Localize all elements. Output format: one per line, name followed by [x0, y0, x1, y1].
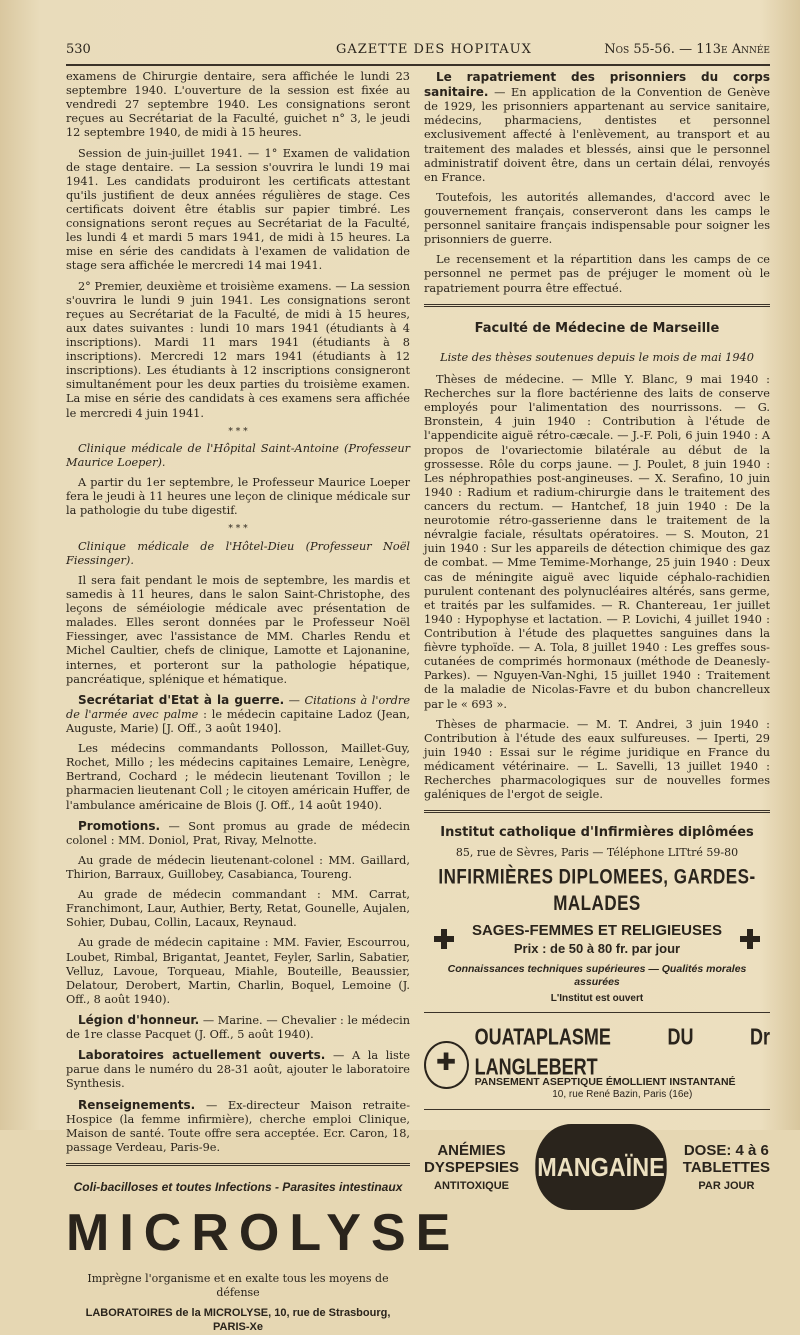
promotions-capitaine: Au grade de médecin capitaine : MM. Favier, Escourrou, Loubet, Rimbal, Brigantat, Jeantet, Feyler, Sarlin, Sabatier, Velluz, Lavoue, Torqueau, Miahle, Bouteille, Beaussier, Delatour, Derobert, Martin, Charlin, Boquel, Lemoine (J. Off., 8 août 1940).	[66, 936, 410, 1006]
mangaine-antitoxic: ANTITOXIQUE	[434, 1180, 510, 1193]
legion-paragraph	[66, 1013, 410, 1042]
issue-number: Nos 55-56. — 113e Année	[604, 42, 770, 57]
institute-address: 85, rue de Sèvres, Paris — Téléphone LITtré 59-80	[455, 845, 739, 859]
ad-separator	[66, 1163, 410, 1166]
microlyse-tagline: Coli-bacilloses et toutes Infections - Parasites intestinaux	[73, 1179, 403, 1194]
war-citation-text: : le médecin capitaine Ladoz (Jean, Auguste, Marie) [J. Off., 3 août 1940].	[66, 707, 411, 735]
mangaine-anemia: ANÉMIES	[437, 1141, 506, 1159]
mangaine-indications	[424, 1142, 519, 1193]
faculty-subtitle: Liste des thèses soutenues depuis le mois de mai 1940	[440, 350, 754, 364]
institute-price: Prix : de 50 à 80 fr. par jour	[513, 940, 681, 956]
separator-stars: * * *	[228, 426, 248, 437]
cross-badge-icon	[424, 1041, 469, 1089]
ouataplasme-name: OUATAPLASME DU Dr LANGLEBERT	[474, 1023, 770, 1079]
ouataplasme-desc: PANSEMENT ASEPTIQUE ÉMOLLIENT INSTANTANÉ	[474, 1075, 736, 1088]
ouataplasme-text	[474, 1023, 770, 1102]
clinic-1-text: A partir du 1er septembre, le Professeur Maurice Loeper fera le jeudi à 11 heures une leçon de clinique médicale sur la pathologie du tube digestif.	[66, 476, 410, 518]
repatriation-title: Le rapatriement des prisonniers du corps sanitaire.	[424, 70, 770, 100]
microlyse-ad	[66, 1179, 461, 1335]
clinic-1-title: Clinique médicale de l'Hôpital Saint-Antoine (Professeur Maurice Loeper).	[66, 441, 410, 469]
labs-title: Laboratoires actuellement ouverts.	[78, 1048, 326, 1063]
war-citation-label: Citations à l'ordre de l'armée avec palme	[66, 693, 411, 721]
header-rule	[66, 64, 770, 66]
institute-title: Institut catholique d'Infirmières diplômées	[440, 825, 754, 841]
info-text: — Ex-directeur Maison retraite-Hospice (la femme infirmière), cherche emploi Clinique, Maison de santé. Toute offre sera acceptée. Ecr. Caron, 18, passage Verdeau, Paris-9e.	[66, 1098, 411, 1154]
institute-row	[424, 922, 770, 957]
info-title: Renseignements.	[78, 1097, 196, 1112]
info-paragraph	[66, 1098, 410, 1155]
cross-icon	[434, 929, 454, 949]
promotions-paragraph	[66, 819, 410, 848]
promotions-lt-colonel: Au grade de médecin lieutenant-colonel : MM. Gaillard, Thirion, Barraux, Guillobey, Casabianca, Toureng.	[66, 853, 410, 881]
war-citation-list: Les médecins commandants Pollosson, Maillet-Guy, Rochet, Millo ; les médecins capitaines Lemaire, Lenègre, Bertrand, Cochard ; le médecin lieutenant Tovillon ; le pharmacien lieutenant Coll ; le citoyen américain Huffer, de l'ambulance américaine de Blois (J. Off., 14 août 1940).	[66, 742, 410, 812]
clinic-2-text: Il sera fait pendant le mois de septembre, les mardis et samedis à 11 heures, dans le salon Saint-Christophe, des leçons de séméiologie médicale avec présentation de malades. Elles seront données par le Professeur Noël Fiessinger, avec l'assistance de MM. Charles Rendu et Michel Caultier, chefs de clinique, Lamotte et Lajonanine, internes, et porteront sur la pathologie hépatique, pancréatique, splénique et hématique.	[66, 573, 410, 686]
labs-text: — A la liste parue dans le numéro du 28-31 août, ajouter le laboratoire Synthesis.	[66, 1049, 411, 1091]
war-secretariat-title: Secrétariat d'Etat à la guerre.	[78, 692, 285, 707]
nurses-institute-ad	[424, 825, 770, 1005]
ouataplasme-ad	[424, 1023, 770, 1102]
section-separator	[424, 304, 770, 307]
separator-stars-2: * * *	[228, 524, 248, 535]
institute-services: INFIRMIÈRES DIPLOMEES, GARDES-MALADES	[438, 865, 756, 916]
repatriation-text-2: Toutefois, les autorités allemandes, d'accord avec le gouvernement français, conserveront dans les camps le personnel sanitaire français indispensable pour soigner les prisonniers de guerre.	[424, 190, 770, 247]
mangaine-dose-value: DOSE: 4 à 6	[683, 1141, 769, 1159]
cross-icon	[740, 929, 760, 949]
mangaine-per-day: PAR JOUR	[698, 1180, 755, 1193]
faculty-title: Faculté de Médecine de Marseille	[474, 320, 720, 336]
journal-title: GAZETTE DES HOPITAUX	[336, 42, 532, 57]
mangaine-dyspepsia: DYSPEPSIES	[424, 1158, 520, 1176]
repatriation-paragraph	[424, 70, 770, 185]
promotions-commandant: Au grade de médecin commandant : MM. Carrat, Franchimont, Laur, Authier, Berty, Retat, Gounelle, Aujalen, Sohier, Dubau, Collin, Lacaux, Reynaud.	[66, 888, 410, 930]
mangaine-tablets: TABLETTES	[682, 1158, 770, 1176]
ad-rule-2	[424, 1109, 770, 1110]
page-header	[66, 40, 770, 60]
repatriation-text: — En application de la Convention de Genève de 1929, les prisonniers appartenant au service sanitaire, médecins, pharmaciens, dentistes et personnel exclusivement affecté à l'enlèvement, au transport et au traitement des malades et blessés, ainsi que le personnel administratif doivent être, dans un certain délai, renvoyés en France.	[424, 86, 771, 184]
labs-paragraph	[66, 1048, 410, 1091]
mangaine-dose	[683, 1142, 770, 1193]
promotions-text: — Sont promus au grade de médecin colonel : MM. Doniol, Prat, Rivay, Melnotte.	[66, 819, 410, 847]
war-secretariat-paragraph: Secrétariat d'Etat à la guerre. — Citations à l'ordre de l'armée avec palme : le médecin capitaine Ladoz (Jean, Auguste, Marie) [J. Off., 3 août 1940].	[66, 692, 411, 735]
medicine-theses: Thèses de médecine. — Mlle Y. Blanc, 9 mai 1940 : Recherches sur la flore bactérienne des laits de conserve employés pour l'alimentation des nourrissons. — G. Bronstein, 4 juin 1940 : Contribution à l'étude de l'appendicite aiguë rétro-cæcale. — J.-F. Poli, 6 juin 1940 : A propos de l'ovariectomie bilatérale au début de la grossesse. Rôle du corps jaune. — J. Poulet, 8 juin 1940 : Les néphropathies post-angineuses. — X. Serafino, 10 juin 1940 : Radium et radium-chirurgie dans le traitement des cancers du rectum. — Hantchef, 18 juin 1940 : De la neurotomie rétro-gasserienne dans le traitement de la névralgie faciale, résultats opératoires. — S. Mouton, 21 juin 1940 : Sur les appareils de détection chimique des gaz de combat. — Mme Temime-Morhange, 25 juin 1940 : Deux cas de méningite aiguë avec liquide céphalo-rachidien purulent contenant des polynucléaires altérés, sans germe, et traités par les sulfamides. — R. Chantereau, 1er juillet 1940 : Hypophyse et lactation. — P. Lovichi, 4 juillet 1940 : Contribution à l'étude des plaquettes sanguines dans la fièvre typhoïde. — A. Tola, 8 juillet 1940 : Les greffes sous-cutanées de comprimés hormonaux (méthode de Deanesly-Parkes). — Nguyen-Van-Nghi, 15 juillet 1940 : Traitement de la maladie de Nicolas-Favre et du bubon chancrelleux par le « 693 ».	[424, 373, 770, 711]
repatriation-text-3: Le recensement et la répartition dans les camps de ce personnel ne permet pas de préjuger le moment où le rapatriement pourra être effectué.	[424, 253, 770, 295]
ad-separator-right	[424, 810, 770, 813]
exam-paragraph-3: 2° Premier, deuxième et troisième examens. — La session s'ouvrira le lundi 9 juin 1941. Les consignations seront reçues au Secrétariat de la Faculté, de midi à 15 heures, aux dates suivantes : lundi 10 mars 1941 (étudiants à 4 inscriptions). Mardi 11 mars 1941 (étudiants à 8 inscriptions). Mercredi 12 mars 1941 (étudiants à 12 inscriptions). Les étudiants à 12 inscriptions consigneront simultanément pour les deux parties du troisième examen. La mise en série des candidats à ces examens sera affichée le mercredi 4 juin 1941.	[66, 279, 410, 420]
legion-title: Légion d'honneur.	[78, 1012, 200, 1027]
institute-open: L'Institut est ouvert	[550, 993, 644, 1005]
exam-paragraph-1: examens de Chirurgie dentaire, sera affichée le lundi 23 septembre 1940. L'ouverture de la session est fixée au vendredi 27 septembre 1940. Les consignations seront reçues au Secrétariat de la Faculté, guichet n° 3, le jeudi 12 septembre 1940, de midi à 15 heures.	[66, 70, 410, 140]
institute-midwives: SAGES-FEMMES ET RELIGIEUSES	[471, 921, 723, 939]
exam-paragraph-2: Session de juin-juillet 1941. — 1° Examen de validation de stage dentaire. — La session s'ouvrira le lundi 19 mai 1941. Les candidats produiront les certificats attestant qu'ils justifient de deux années régulières de stage. Ces certificats doivent être établis sur papier timbré. Les consignations seront reçues au Secrétariat de la Faculté, les lundi 4 et mardi 5 mars 1941, de midi à 15 heures. La mise en série des candidats à l'examen de validation de stage sera affichée le mercredi 14 mai 1941.	[66, 146, 410, 273]
microlyse-claim: Imprègne l'organisme et en exalte tous les moyens de défense	[87, 1271, 389, 1299]
institute-qualities: Connaissances techniques supérieures — Qualités morales assurées	[447, 962, 747, 988]
page-number: 530	[66, 42, 91, 57]
clinic-2-title: Clinique médicale de l'Hôtel-Dieu (Professeur Noël Fiessinger).	[66, 539, 410, 567]
ad-rule	[424, 1012, 770, 1013]
left-column	[66, 70, 461, 1334]
pharmacy-theses: Thèses de pharmacie. — M. T. Andrei, 3 juin 1940 : Contribution à l'étude des eaux sulfureuses. — Iperti, 29 juin 1940 : Essai sur le régime juridique en France du médicament vétérinaire. — L. Savelli, 13 juillet 1940 : Recherches pharmacologiques sur de nouvelles formes galéniques de l'ergot de seigle.	[424, 717, 770, 802]
right-column	[424, 70, 771, 1193]
microlyse-logo: MICROLYSE	[66, 1203, 461, 1262]
mangaine-logo: MANGAÏNE	[535, 1124, 666, 1210]
institute-center	[472, 922, 722, 957]
microlyse-address: LABORATOIRES de la MICROLYSE, 10, rue de Strasbourg, PARIS-Xe	[85, 1307, 391, 1334]
ouataplasme-address: 10, rue René Bazin, Paris (16e)	[552, 1088, 693, 1100]
promotions-title: Promotions.	[78, 818, 161, 833]
mangaine-ad	[424, 1124, 770, 1210]
legion-text: — Marine. — Chevalier : le médecin de 1re classe Pacquet (J. Off., 5 août 1940).	[66, 1013, 410, 1042]
